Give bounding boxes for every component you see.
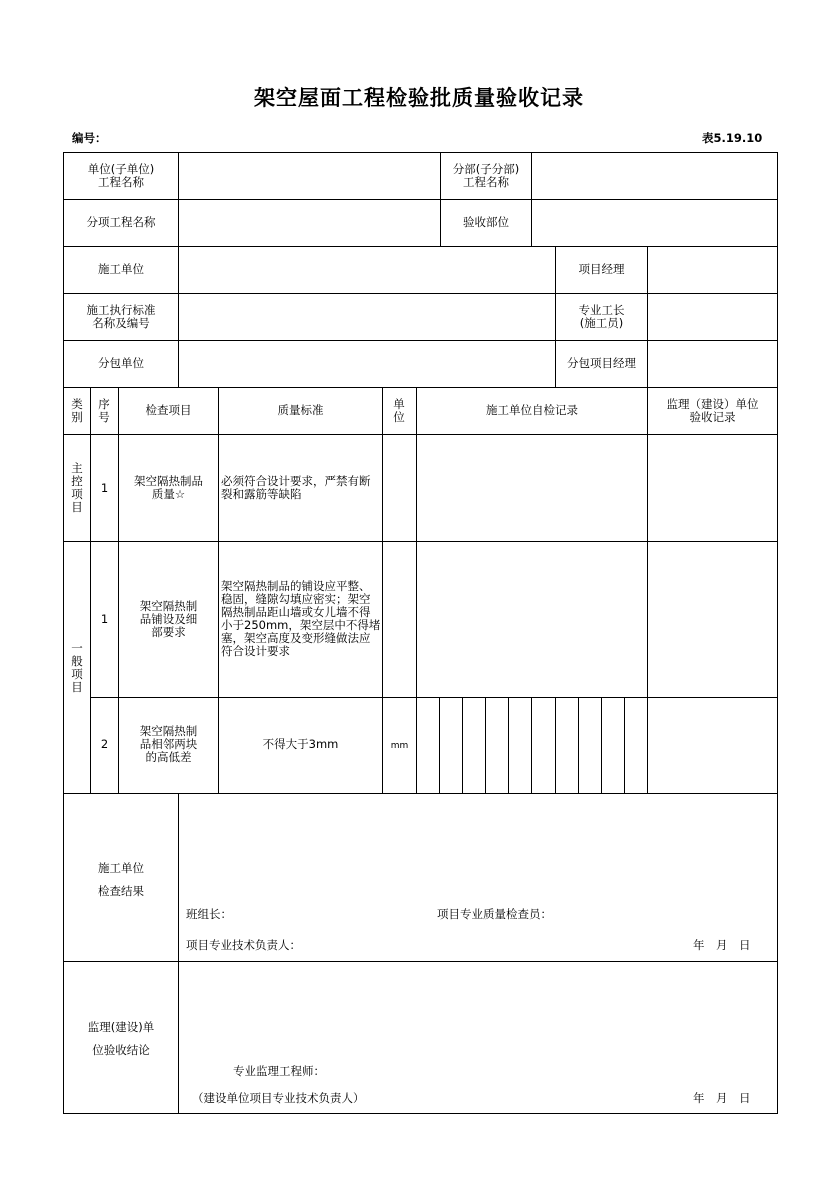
supervision-engineer-label: 专业监理工程师： — [233, 1064, 325, 1078]
foreman-label: 专业工长 (施工员) — [578, 303, 625, 330]
supervision-conclusion-date: 年 月 日 — [693, 1091, 751, 1105]
general-row-2-supervision[interactable] — [648, 698, 777, 793]
construction-result-date: 年 月 日 — [693, 938, 751, 952]
construction-unit-label: 施工单位 — [98, 262, 144, 276]
general-items-category: 一般项目 — [71, 641, 83, 694]
main-row-1-standard: 必须符合设计要求，严禁有断 裂和露筋等缺陷 — [221, 474, 371, 501]
col-unit: 单位 — [393, 397, 405, 424]
acceptance-part-field[interactable] — [532, 200, 777, 246]
general-row-2-standard: 不得大于3mm — [262, 737, 339, 751]
general-row-1-self-check[interactable] — [417, 542, 647, 697]
main-row-1-self-check[interactable] — [417, 435, 647, 541]
general-row-2-unit: mm — [390, 741, 409, 751]
general-row-2-seq: 2 — [100, 737, 109, 751]
construction-unit-field[interactable] — [179, 247, 555, 293]
quality-inspector-label: 项目专业质量检查员： — [437, 907, 552, 921]
standard-label: 施工执行标准 名称及编号 — [86, 303, 156, 330]
subitem-name-label: 分项工程名称 — [86, 215, 156, 229]
main-row-1-supervision[interactable] — [648, 435, 777, 541]
col-standard: 质量标准 — [277, 403, 324, 417]
main-row-1-item: 架空隔热制品 质量☆ — [134, 474, 203, 501]
supervision-conclusion-label: 监理(建设)单 位验收结论 — [87, 1020, 155, 1057]
general-row-1-standard: 架空隔热制品的铺设应平整、 稳固，缝隙勾填应密实；架空 隔热制品距山墙或女儿墙不得 小于250mm，架空层中不得堵 塞，架空高度及变形缝做法应 符合设计要求 — [221, 579, 381, 658]
tech-lead-label: 项目专业技术负责人： — [186, 938, 301, 952]
unit-name-field[interactable] — [179, 153, 440, 199]
team-leader-label: 班组长： — [186, 907, 232, 921]
general-row-1-seq: 1 — [100, 612, 109, 626]
subcontract-unit-field[interactable] — [179, 341, 555, 387]
form-title: 架空屋面工程检验批质量验收记录 — [254, 86, 584, 110]
division-name-label: 分部(子分部) 工程名称 — [452, 162, 520, 189]
foreman-field[interactable] — [648, 294, 777, 340]
form-code: 表5.19.10 — [702, 131, 763, 145]
owner-tech-lead-label: （建设单位项目专业技术负责人） — [192, 1091, 365, 1105]
general-row-2-item: 架空隔热制 品相邻两块 的高低差 — [139, 724, 198, 764]
subcontract-unit-label: 分包单位 — [98, 356, 144, 370]
subcontract-manager-field[interactable] — [648, 341, 777, 387]
col-seq: 序号 — [98, 397, 110, 424]
construction-result-label: 施工单位 检查结果 — [98, 861, 144, 898]
col-item: 检查项目 — [145, 403, 192, 417]
subcontract-manager-label: 分包项目经理 — [567, 356, 636, 370]
col-supervision: 监理（建设）单位 验收记录 — [666, 397, 759, 424]
subitem-name-field[interactable] — [179, 200, 440, 246]
col-category: 类别 — [71, 397, 83, 424]
general-row-1-supervision[interactable] — [648, 542, 777, 697]
project-manager-label: 项目经理 — [578, 262, 625, 276]
general-row-1-item: 架空隔热制 品铺设及细 部要求 — [139, 599, 198, 639]
unit-name-label: 单位(子单位) 工程名称 — [87, 162, 155, 189]
col-self-check: 施工单位自检记录 — [486, 403, 578, 417]
division-name-field[interactable] — [532, 153, 777, 199]
serial-label: 编号： — [72, 131, 107, 145]
main-items-category: 主控项目 — [71, 461, 83, 514]
project-manager-field[interactable] — [648, 247, 777, 293]
standard-field[interactable] — [179, 294, 555, 340]
acceptance-part-label: 验收部位 — [463, 215, 509, 229]
main-row-1-seq: 1 — [100, 481, 109, 495]
